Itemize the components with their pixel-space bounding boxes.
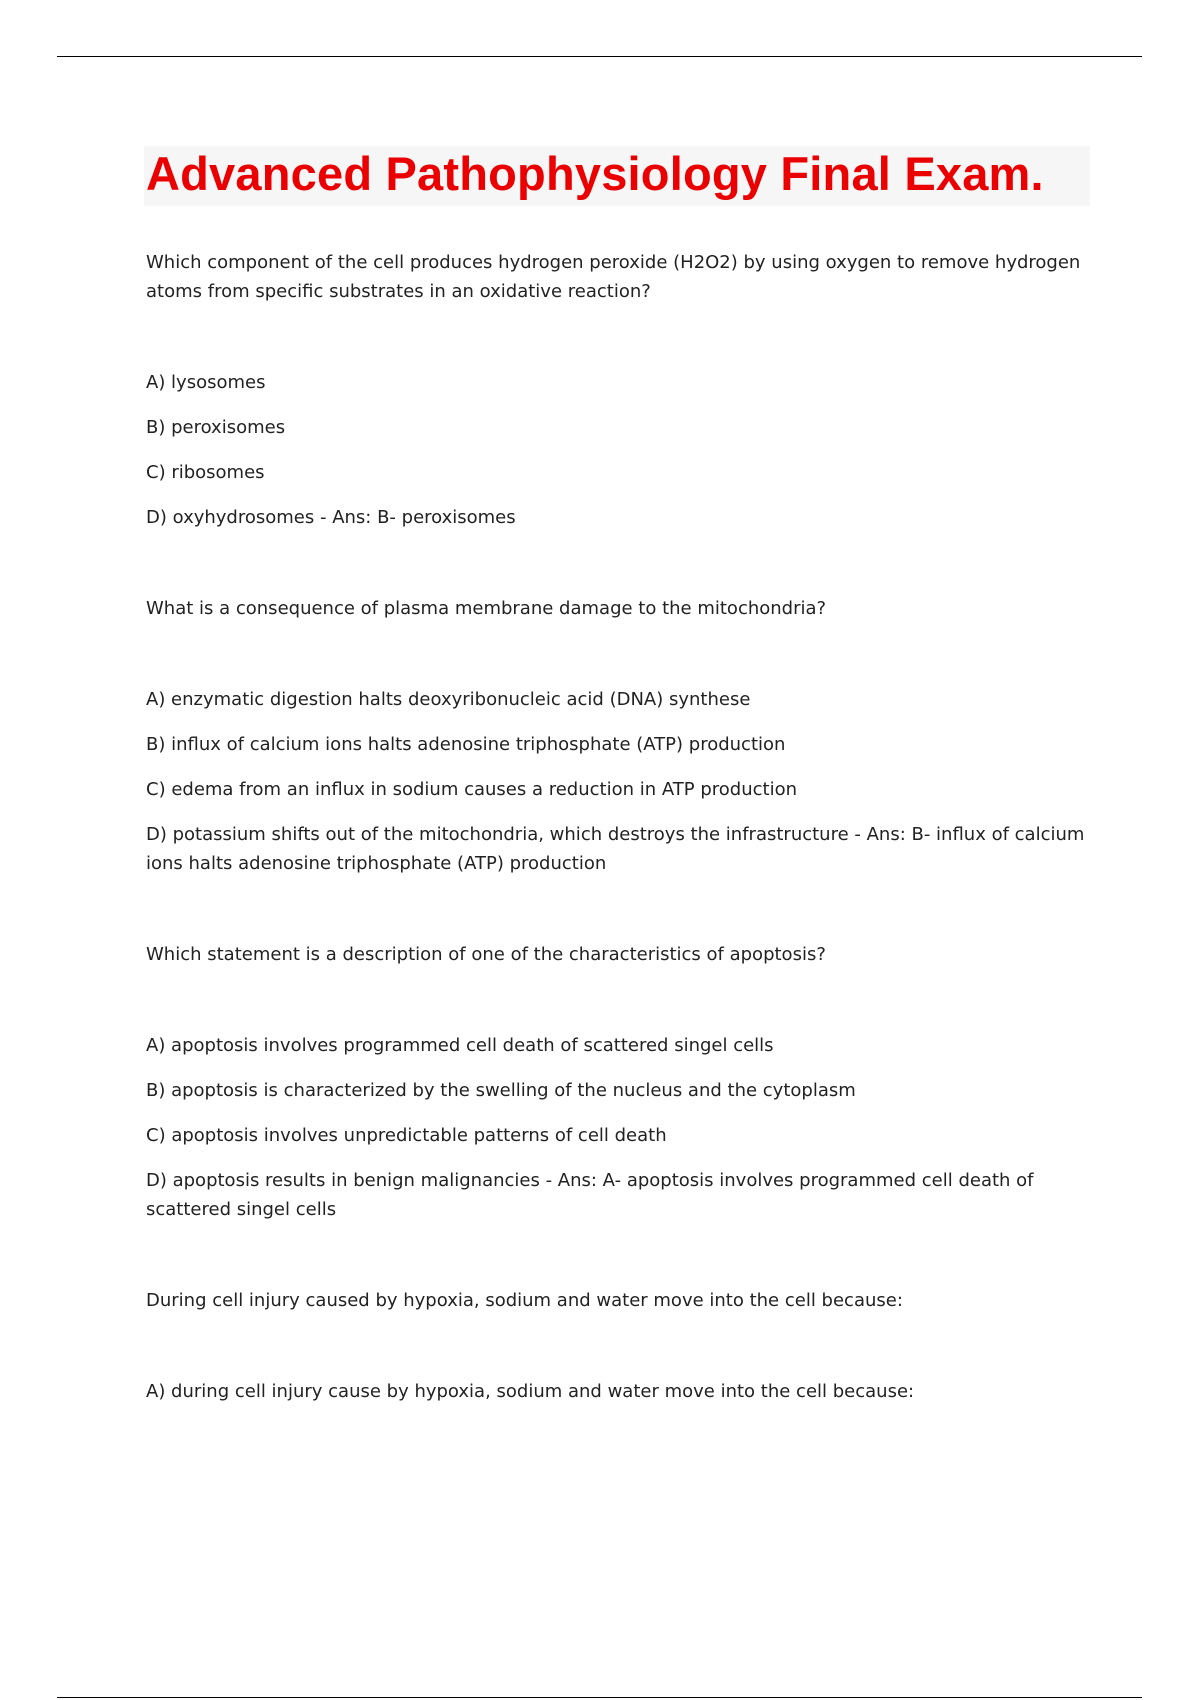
question-block (146, 940, 1086, 1224)
question-text: What is a consequence of plasma membrane damage to the mitochondria? (146, 598, 827, 619)
answer-option: C) ribosomes (146, 462, 265, 483)
answer-option: A) lysosomes (146, 372, 266, 393)
document-title: Advanced Pathophysiology Final Exam. (146, 147, 1044, 200)
question-text: Which statement is a description of one of the characteristics of apoptosis? (146, 944, 826, 965)
document-body (146, 248, 1086, 1422)
answer-option: A) enzymatic digestion halts deoxyribonucleic acid (DNA) synthese (146, 689, 751, 710)
question-block (146, 594, 1086, 878)
answer-option: D) potassium shifts out of the mitochondria, which destroys the infrastructure - Ans: B- influx of calcium ions halts adenosine triphosphate (ATP) production (146, 824, 1085, 874)
page-top-rule (57, 56, 1142, 57)
answer-option: A) during cell injury cause by hypoxia, sodium and water move into the cell because: (146, 1381, 915, 1402)
answer-option: B) influx of calcium ions halts adenosine triphosphate (ATP) production (146, 734, 786, 755)
answer-option: C) edema from an influx in sodium causes a reduction in ATP production (146, 779, 798, 800)
answer-option: B) apoptosis is characterized by the swelling of the nucleus and the cytoplasm (146, 1080, 856, 1101)
answer-option: B) peroxisomes (146, 417, 286, 438)
answer-option: A) apoptosis involves programmed cell death of scattered singel cells (146, 1035, 774, 1056)
question-block (146, 248, 1086, 532)
question-block (146, 1286, 1086, 1406)
answer-option: C) apoptosis involves unpredictable patterns of cell death (146, 1125, 667, 1146)
answer-option: D) oxyhydrosomes - Ans: B- peroxisomes (146, 507, 516, 528)
question-text: During cell injury caused by hypoxia, sodium and water move into the cell because: (146, 1290, 903, 1311)
question-text: Which component of the cell produces hydrogen peroxide (H2O2) by using oxygen to remove hydrogen atoms from specific substrates in an oxidative reaction? (146, 252, 1081, 302)
page-bottom-rule (57, 1697, 1142, 1698)
answer-option: D) apoptosis results in benign malignancies - Ans: A- apoptosis involves programmed cell death of scattered singel cells (146, 1170, 1034, 1220)
